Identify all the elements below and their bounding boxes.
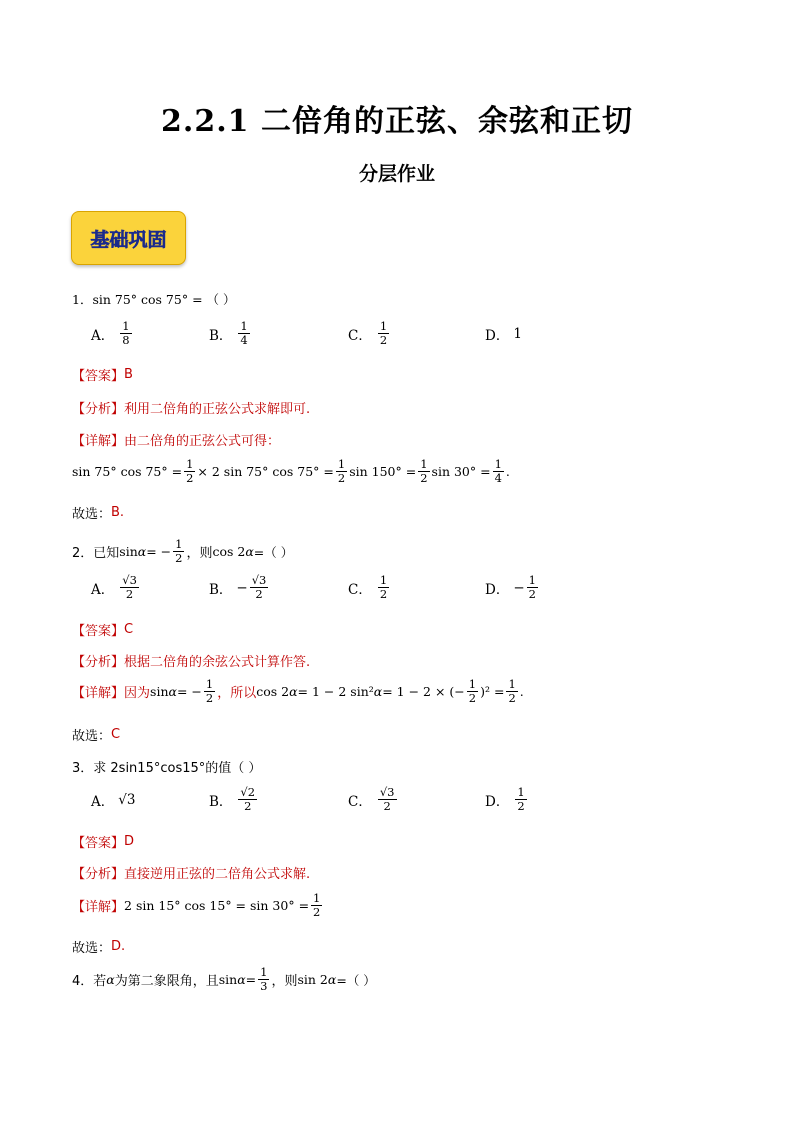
analysis-line: 【分析】 直接逆用正弦的二倍角公式求解. — [72, 867, 311, 882]
option-b: B． $\frac{1}{4}$ — [209, 319, 248, 347]
page-subtitle: 分层作业 — [358, 163, 435, 185]
choice-line: 故选： B. — [72, 505, 125, 522]
analysis-line: 【分析】 根据二倍角的余弦公式计算作答. — [72, 655, 311, 670]
detail-line: 【详解】 2 sin 15° cos 15° = sin 30° = $\frac{1}{2}$ — [72, 891, 321, 919]
option-a: A． $\frac{1}{8}$ — [91, 319, 130, 347]
detail-line: 【详解】 由二倍角的正弦公式可得： — [72, 434, 281, 449]
option-b: B． − $\frac{√3}{2}$ — [209, 573, 267, 601]
option-d: D． 1 — [485, 325, 522, 344]
option-d: D． $\frac{1}{2}$ — [485, 785, 525, 813]
option-c: C． $\frac{1}{2}$ — [348, 319, 388, 347]
detail-line: 【详解】 因为 sin α = − $\frac{1}{2}$ ，所以 cos 2 α = 1 − 2 sin² α = 1 − 2 × (− $\frac{1}{2}$ )² = $\frac{1}{2}$ . — [72, 677, 524, 705]
section-badge — [71, 211, 186, 265]
choice-line: 故选： D. — [72, 939, 126, 956]
question-2-options — [91, 574, 540, 601]
choice-line: 故选： C — [72, 727, 121, 744]
fraction: $\frac{1}{8}$ — [122, 319, 130, 347]
answer-line: 【答案】 D — [72, 834, 135, 851]
option-a: A． $\frac{√3}{2}$ — [91, 573, 137, 601]
option-d: D． − $\frac{1}{2}$ — [485, 573, 536, 601]
page-title: 2.2.1 二倍角的正弦、余弦和正切 — [161, 104, 633, 139]
question-1-options — [91, 320, 522, 347]
question-3-stem: 3．求 2sin15°cos15°的值（ ） — [72, 761, 262, 776]
answer-line: 【答案】 C — [72, 622, 134, 639]
option-b: B． $\frac{√2}{2}$ — [209, 785, 256, 813]
option-c: C． $\frac{√3}{2}$ — [348, 785, 395, 813]
equation-line: sin 75° cos 75° = $\frac{1}{2}$ × 2 sin 75° cos 75° = $\frac{1}{2}$ sin 150° = $\frac{1}{2}$ sin 30° = $\frac{1}{4}$ . — [72, 457, 510, 485]
question-3-options — [91, 786, 529, 813]
answer-line: 【答案】 B — [72, 367, 133, 384]
section-badge-label: 基础巩固 — [90, 228, 167, 251]
fraction: $\frac{1}{4}$ — [240, 319, 248, 347]
question-4-stem: 4．若 α 为第二象限角，且 sin α = $\frac{1}{3}$ ，则 sin 2 α =（ ） — [72, 965, 376, 993]
option-c: C． $\frac{1}{2}$ — [348, 573, 388, 601]
analysis-line: 【分析】 利用二倍角的正弦公式求解即可. — [72, 402, 311, 417]
fraction: $\frac{1}{2}$ — [379, 319, 388, 347]
question-2-stem: 2．已知 sin α = − $\frac{1}{2}$ ，则 cos 2 α =（ ） — [72, 537, 294, 565]
option-a: A． √3 — [91, 791, 136, 810]
question-1-stem: 1． sin 75° cos 75° = （ ） — [72, 292, 236, 307]
